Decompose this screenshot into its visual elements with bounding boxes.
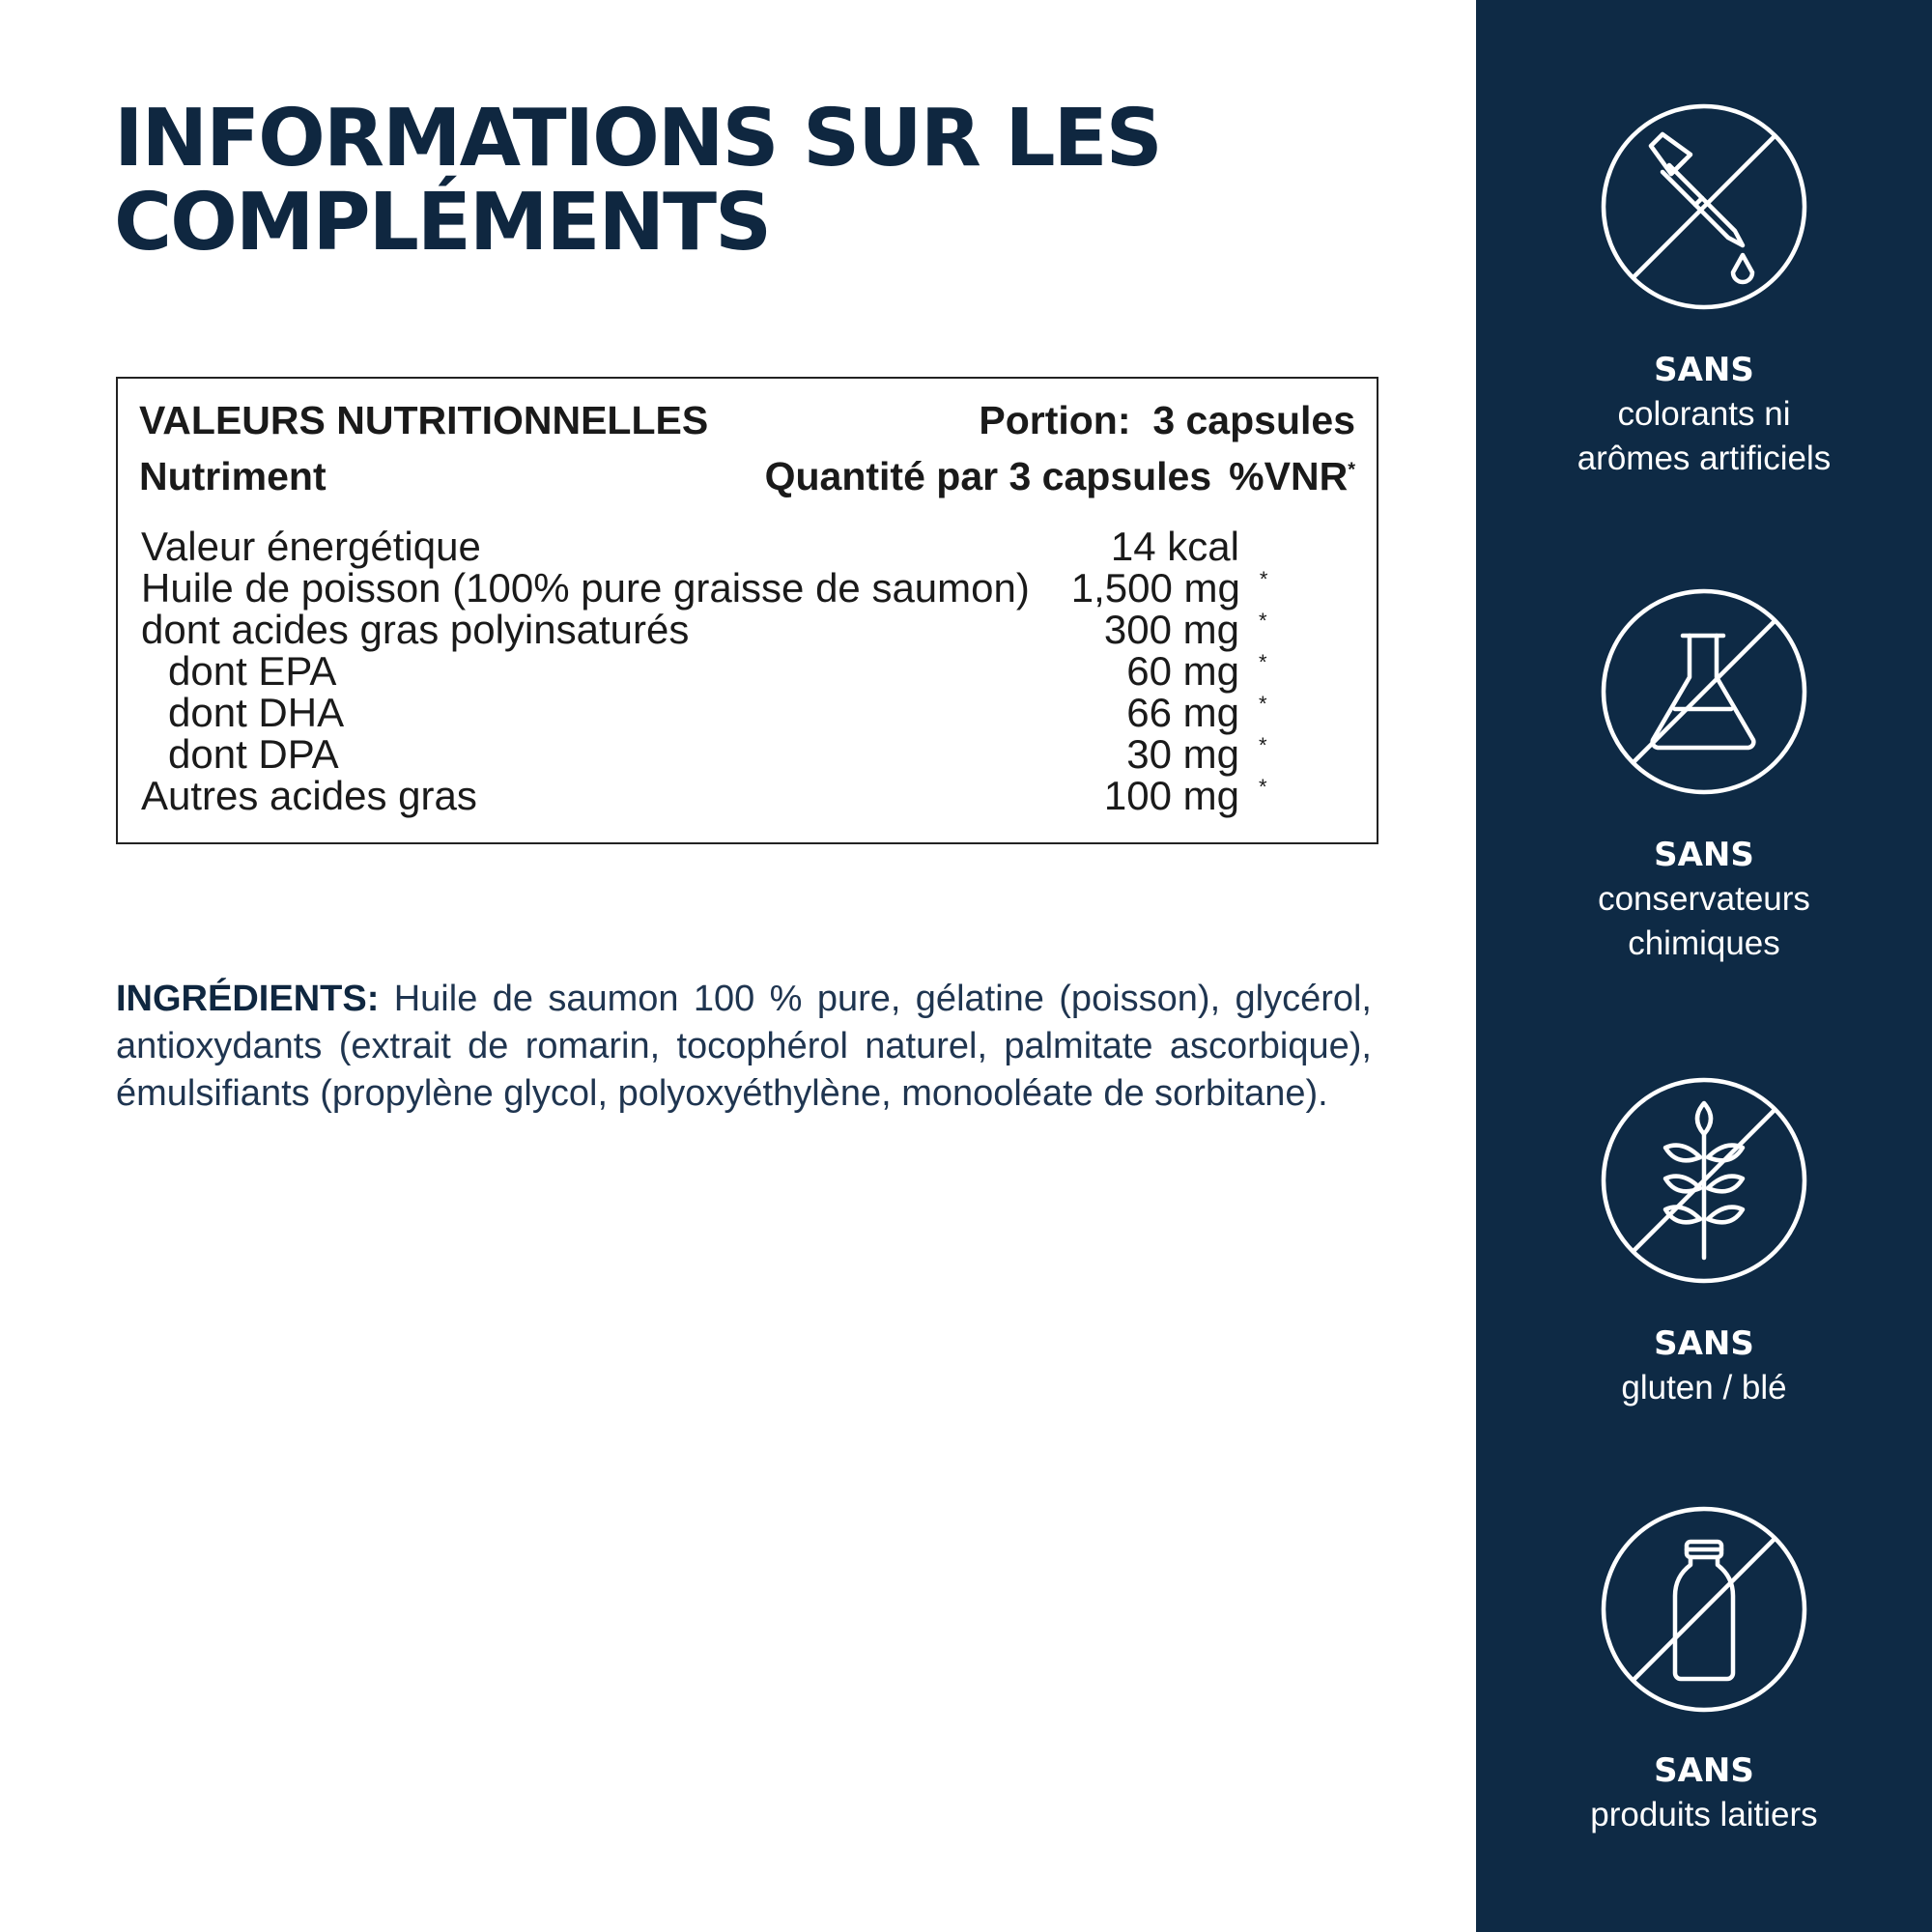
nutrition-column-headers bbox=[139, 454, 1355, 499]
nutrient-name: dont DPA bbox=[168, 731, 339, 777]
badge-line-1: colorants ni bbox=[1617, 395, 1791, 433]
badge-no-dairy bbox=[1476, 1503, 1932, 1837]
portion-label: Portion: bbox=[979, 398, 1131, 442]
badge-title: SANS bbox=[1654, 1751, 1754, 1790]
ingredients-label: INGRÉDIENTS: bbox=[116, 979, 380, 1019]
portion-value: 3 capsules bbox=[1152, 398, 1355, 442]
nutrient-name: dont acides gras polyinsaturés bbox=[141, 607, 690, 652]
badge-line-1: gluten / blé bbox=[1621, 1369, 1787, 1406]
badge-no-colorants bbox=[1476, 100, 1932, 481]
nutrition-rows bbox=[141, 526, 1355, 816]
nutrient-vnr: * bbox=[1259, 609, 1267, 633]
nutrient-name: Autres acides gras bbox=[141, 773, 477, 818]
nutrient-amount: 300 mg bbox=[1103, 607, 1239, 652]
ingredients-list: Huile de saumon 100 % pure, gélatine (poisson), glycérol, antioxydants (extrait de romarin, tocophérol naturel, palmitate ascorbique), émulsifiants (propylène glycol, polyoxyéthylène, monooléate de sorbitane). bbox=[116, 979, 1372, 1114]
no-flask-icon bbox=[1598, 585, 1810, 798]
nutrient-amount: 66 mg bbox=[1126, 690, 1239, 735]
table-row bbox=[141, 526, 1355, 567]
table-row bbox=[141, 609, 1355, 650]
page-title-line-1: INFORMATIONS SUR LES bbox=[114, 93, 1161, 185]
nutrient-name: Huile de poisson (100% pure graisse de saumon) bbox=[141, 565, 1030, 611]
nutrient-name: Valeur énergétique bbox=[141, 524, 481, 569]
badge-title: SANS bbox=[1654, 1324, 1754, 1363]
nutrient-vnr: * bbox=[1259, 650, 1267, 674]
nutrient-vnr: * bbox=[1259, 775, 1267, 799]
badge-no-gluten bbox=[1476, 1074, 1932, 1410]
table-row bbox=[141, 567, 1355, 609]
nutrient-vnr: * bbox=[1259, 567, 1268, 591]
badge-title: SANS bbox=[1654, 351, 1754, 389]
table-row bbox=[141, 733, 1355, 775]
badge-title: SANS bbox=[1654, 836, 1754, 874]
column-header-nutrient: Nutriment bbox=[139, 454, 327, 498]
nutrient-name: dont DHA bbox=[168, 690, 345, 735]
column-header-quantity: Quantité par 3 capsules bbox=[764, 454, 1212, 498]
table-row bbox=[141, 692, 1355, 733]
portion-info bbox=[979, 398, 1355, 443]
badge-line-2: chimiques bbox=[1628, 924, 1780, 962]
nutrient-amount: 100 mg bbox=[1103, 773, 1239, 818]
sidebar-free-from bbox=[1476, 0, 1932, 1932]
nutrition-facts-table bbox=[116, 377, 1378, 844]
badge-no-preservatives bbox=[1476, 585, 1932, 966]
page-title-line-2: COMPLÉMENTS bbox=[114, 177, 771, 269]
badge-line-1: conservateurs bbox=[1598, 880, 1810, 918]
table-row bbox=[141, 775, 1355, 816]
vnr-footnote-marker: * bbox=[1348, 459, 1355, 481]
table-row bbox=[141, 650, 1355, 692]
nutrition-header bbox=[139, 398, 1355, 443]
badge-line-2: arômes artificiels bbox=[1577, 440, 1832, 477]
nutrient-amount: 60 mg bbox=[1126, 648, 1239, 694]
badge-line-1: produits laitiers bbox=[1590, 1796, 1818, 1833]
nutrient-amount: 30 mg bbox=[1126, 731, 1239, 777]
page-title bbox=[114, 93, 1370, 269]
column-header-vnr bbox=[1229, 454, 1355, 499]
nutrient-name: dont EPA bbox=[168, 648, 337, 694]
nutrient-amount: 14 kcal bbox=[1110, 524, 1239, 569]
ingredients-text bbox=[116, 976, 1372, 1118]
nutrition-heading: VALEURS NUTRITIONNELLES bbox=[139, 398, 709, 442]
vnr-label: %VNR bbox=[1229, 454, 1349, 498]
no-dropper-icon bbox=[1598, 100, 1810, 313]
nutrient-amount: 1,500 mg bbox=[1070, 565, 1240, 611]
nutrient-vnr: * bbox=[1259, 733, 1267, 757]
no-milk-bottle-icon bbox=[1598, 1503, 1810, 1716]
nutrient-vnr: * bbox=[1259, 692, 1267, 716]
no-wheat-icon bbox=[1598, 1074, 1810, 1287]
